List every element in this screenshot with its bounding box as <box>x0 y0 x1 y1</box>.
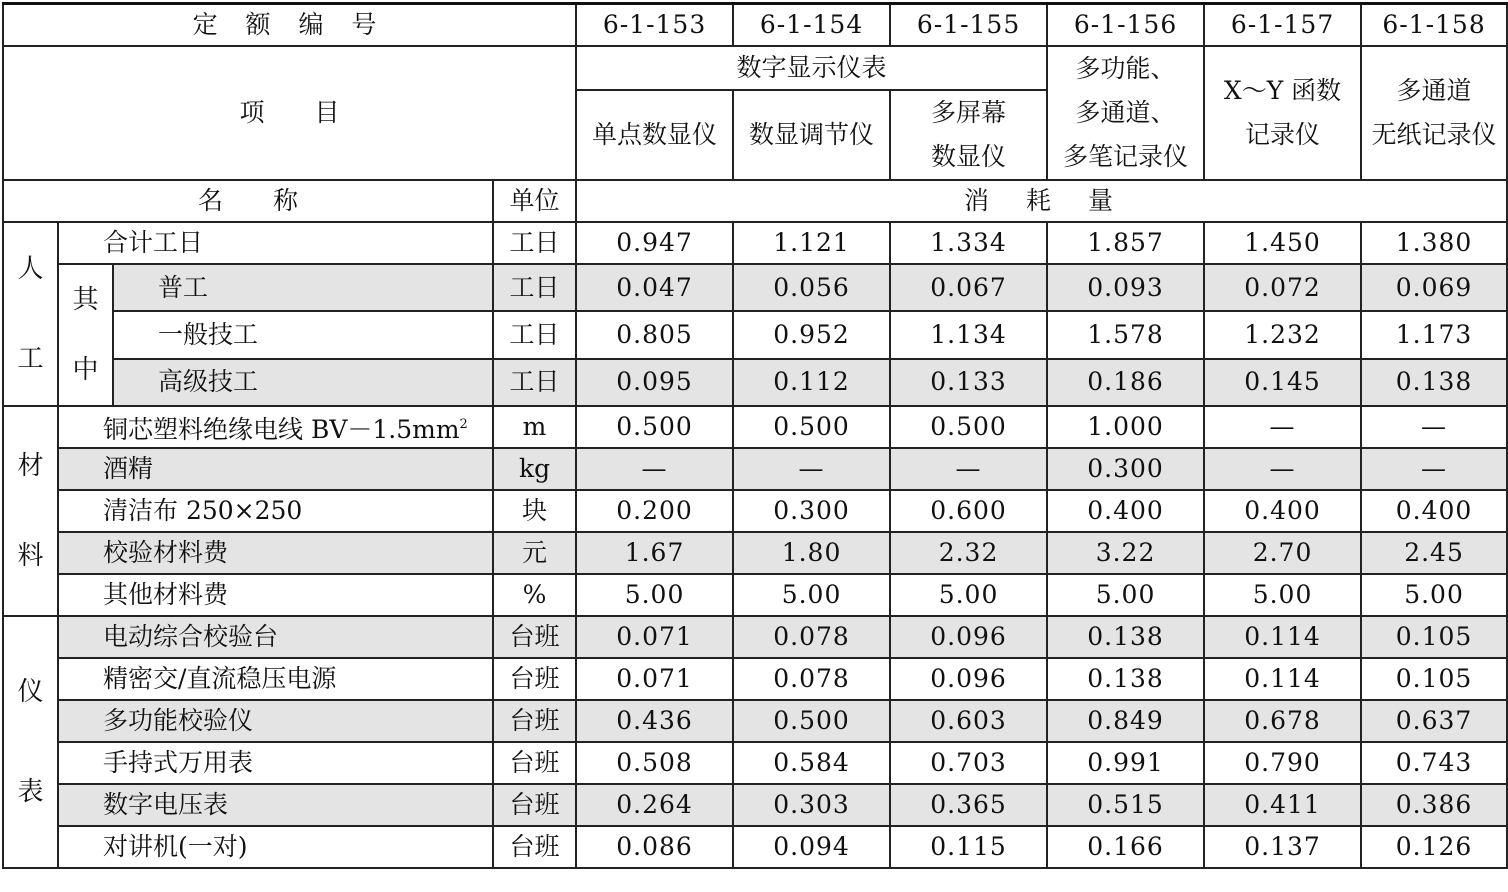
item-line: 多通道 <box>1396 76 1472 105</box>
value-cell: 0.072 <box>1204 264 1361 311</box>
table-row <box>3 784 1507 826</box>
row-unit: 元 <box>493 532 576 574</box>
value-cell: 0.071 <box>576 658 733 700</box>
value-cell: 0.105 <box>1361 616 1507 658</box>
code-cell: 6-1-158 <box>1361 4 1507 47</box>
quota-table <box>2 2 1508 869</box>
value-cell: 0.047 <box>576 264 733 311</box>
category-char: 料 <box>17 541 44 571</box>
table-row <box>3 826 1507 868</box>
value-cell: 0.500 <box>576 406 733 448</box>
code-cell: 6-1-153 <box>576 4 733 47</box>
value-cell: 0.078 <box>733 616 890 658</box>
table-row <box>3 742 1507 784</box>
value-cell: 5.00 <box>1047 574 1204 616</box>
value-cell: 0.508 <box>576 742 733 784</box>
value-cell: 1.000 <box>1047 406 1204 448</box>
table-row <box>3 222 1507 264</box>
category-instruments <box>3 616 58 868</box>
value-cell: 0.952 <box>733 311 890 358</box>
value-cell: 5.00 <box>576 574 733 616</box>
row-unit: 工日 <box>493 359 576 406</box>
value-cell: 1.134 <box>890 311 1047 358</box>
row-unit: 块 <box>493 490 576 532</box>
value-cell: 0.790 <box>1204 742 1361 784</box>
value-cell: — <box>576 448 733 490</box>
value-cell: 0.086 <box>576 826 733 868</box>
row-name: 手持式万用表 <box>58 742 493 784</box>
value-cell: 1.578 <box>1047 311 1204 358</box>
row-name: 酒精 <box>58 448 493 490</box>
value-cell: 1.450 <box>1204 222 1361 264</box>
table-row <box>3 658 1507 700</box>
subgroup-char: 其 <box>72 285 99 315</box>
row-name: 精密交/直流稳压电源 <box>58 658 493 700</box>
value-cell: 0.095 <box>576 359 733 406</box>
value-cell: 5.00 <box>1361 574 1507 616</box>
value-cell: 5.00 <box>733 574 890 616</box>
category-char: 材 <box>17 451 44 481</box>
value-cell: 1.67 <box>576 532 733 574</box>
value-cell: 0.071 <box>576 616 733 658</box>
row-unit: 台班 <box>493 700 576 742</box>
row-unit: 台班 <box>493 826 576 868</box>
code-cell: 6-1-154 <box>733 4 890 47</box>
row-name: 其他材料费 <box>58 574 493 616</box>
row-name: 一般技工 <box>113 311 493 358</box>
value-cell: 0.138 <box>1361 359 1507 406</box>
value-cell: 5.00 <box>1204 574 1361 616</box>
category-char: 工 <box>17 344 44 374</box>
category-char: 仪 <box>17 677 44 707</box>
value-cell: 0.300 <box>733 490 890 532</box>
value-cell: 0.096 <box>890 616 1047 658</box>
code-label: 定 额 编 号 <box>3 4 576 47</box>
value-cell: 0.264 <box>576 784 733 826</box>
value-cell: 0.500 <box>733 406 890 448</box>
row-name <box>58 406 493 448</box>
value-cell: 0.805 <box>576 311 733 358</box>
value-cell: 0.138 <box>1047 616 1204 658</box>
row-name: 对讲机(一对) <box>58 826 493 868</box>
value-cell: 1.380 <box>1361 222 1507 264</box>
unit-label: 单位 <box>493 180 576 222</box>
value-cell: 0.678 <box>1204 700 1361 742</box>
value-cell: 0.138 <box>1047 658 1204 700</box>
value-cell: — <box>1361 406 1507 448</box>
table-row <box>3 700 1507 742</box>
value-cell: 0.703 <box>890 742 1047 784</box>
item-line: 无纸记录仪 <box>1371 120 1497 149</box>
item-line: 多屏幕 <box>931 98 1007 127</box>
item-line: X～Y 函数 <box>1223 76 1342 105</box>
row-unit: 工日 <box>493 264 576 311</box>
row-name: 合计工日 <box>58 222 493 264</box>
row-name: 电动综合校验台 <box>58 616 493 658</box>
row-unit: 台班 <box>493 784 576 826</box>
value-cell: 0.093 <box>1047 264 1204 311</box>
row-name: 多功能校验仪 <box>58 700 493 742</box>
value-cell: 0.991 <box>1047 742 1204 784</box>
row-unit: 台班 <box>493 616 576 658</box>
column-header-row <box>3 180 1507 222</box>
value-cell: 2.32 <box>890 532 1047 574</box>
value-cell: 1.334 <box>890 222 1047 264</box>
table-row <box>3 311 1507 358</box>
value-cell: 2.70 <box>1204 532 1361 574</box>
value-cell: 0.096 <box>890 658 1047 700</box>
value-cell: 0.386 <box>1361 784 1507 826</box>
table-row <box>3 490 1507 532</box>
row-name: 高级技工 <box>113 359 493 406</box>
row-unit: % <box>493 574 576 616</box>
row-name: 普工 <box>113 264 493 311</box>
value-cell: — <box>733 448 890 490</box>
table-row <box>3 616 1507 658</box>
value-cell: 1.857 <box>1047 222 1204 264</box>
table-row <box>3 574 1507 616</box>
value-cell: 0.078 <box>733 658 890 700</box>
value-cell: 1.232 <box>1204 311 1361 358</box>
value-cell: 0.186 <box>1047 359 1204 406</box>
item-line: 数显仪 <box>931 142 1007 171</box>
value-cell: 0.067 <box>890 264 1047 311</box>
code-cell: 6-1-156 <box>1047 4 1204 47</box>
row-unit: 台班 <box>493 742 576 784</box>
row-unit: 工日 <box>493 222 576 264</box>
row-unit: 台班 <box>493 658 576 700</box>
value-cell: 0.114 <box>1204 616 1361 658</box>
value-cell: 0.603 <box>890 700 1047 742</box>
value-cell: — <box>890 448 1047 490</box>
category-char: 人 <box>17 254 44 284</box>
code-cell: 6-1-157 <box>1204 4 1361 47</box>
row-unit: kg <box>493 448 576 490</box>
value-cell: 0.637 <box>1361 700 1507 742</box>
value-cell: 0.743 <box>1361 742 1507 784</box>
value-cell: 1.121 <box>733 222 890 264</box>
value-cell: 0.300 <box>1047 448 1204 490</box>
value-cell: 0.114 <box>1204 658 1361 700</box>
name-label: 名 称 <box>3 180 493 222</box>
value-cell: 0.400 <box>1204 490 1361 532</box>
value-cell: 0.056 <box>733 264 890 311</box>
value-cell: 3.22 <box>1047 532 1204 574</box>
item-line: 记录仪 <box>1245 120 1321 149</box>
value-cell: 0.584 <box>733 742 890 784</box>
value-cell: 0.947 <box>576 222 733 264</box>
value-cell: 0.105 <box>1361 658 1507 700</box>
value-cell: 2.45 <box>1361 532 1507 574</box>
group-label: 数字显示仪表 <box>576 46 1047 90</box>
value-cell: 0.500 <box>890 406 1047 448</box>
value-cell: 0.303 <box>733 784 890 826</box>
value-cell: 0.133 <box>890 359 1047 406</box>
value-cell: — <box>1204 448 1361 490</box>
value-cell: 1.80 <box>733 532 890 574</box>
item-regulator: 数显调节仪 <box>733 90 890 180</box>
value-cell: 0.069 <box>1361 264 1507 311</box>
category-char: 表 <box>17 777 44 807</box>
table-body <box>3 4 1507 869</box>
table-row <box>3 532 1507 574</box>
value-cell: 0.365 <box>890 784 1047 826</box>
value-cell: 0.515 <box>1047 784 1204 826</box>
item-header-row <box>3 46 1507 90</box>
value-cell: 0.849 <box>1047 700 1204 742</box>
category-labor <box>3 222 58 406</box>
subgroup-char: 中 <box>72 355 99 385</box>
item-line: 多笔记录仪 <box>1063 142 1189 171</box>
row-unit: 工日 <box>493 311 576 358</box>
value-cell: 1.173 <box>1361 311 1507 358</box>
value-cell: 0.500 <box>733 700 890 742</box>
table-row <box>3 359 1507 406</box>
code-cell: 6-1-155 <box>890 4 1047 47</box>
item-single-point: 单点数显仪 <box>576 90 733 180</box>
table-row <box>3 448 1507 490</box>
item-multi-screen <box>890 90 1047 180</box>
item-label: 项 目 <box>3 46 576 180</box>
table-row <box>3 264 1507 311</box>
value-cell: 0.400 <box>1361 490 1507 532</box>
row-name: 校验材料费 <box>58 532 493 574</box>
value-cell: 0.436 <box>576 700 733 742</box>
value-cell: 0.126 <box>1361 826 1507 868</box>
item-line: 多功能、 <box>1075 54 1176 83</box>
consumption-label: 消 耗 量 <box>576 180 1507 222</box>
row-name-text: 铜芯塑料绝缘电线 BV－1.5mm <box>103 414 460 444</box>
value-cell: 5.00 <box>890 574 1047 616</box>
item-multi-function-recorder <box>1047 46 1204 180</box>
subgroup-label <box>58 264 113 406</box>
value-cell: 0.166 <box>1047 826 1204 868</box>
category-materials <box>3 406 58 616</box>
item-xy-recorder <box>1204 46 1361 180</box>
value-cell: — <box>1204 406 1361 448</box>
value-cell: 0.094 <box>733 826 890 868</box>
value-cell: 0.145 <box>1204 359 1361 406</box>
superscript: 2 <box>459 416 468 432</box>
value-cell: 0.400 <box>1047 490 1204 532</box>
value-cell: 0.115 <box>890 826 1047 868</box>
value-cell: 0.200 <box>576 490 733 532</box>
row-name: 清洁布 250×250 <box>58 490 493 532</box>
row-name: 数字电压表 <box>58 784 493 826</box>
code-row <box>3 4 1507 47</box>
value-cell: 0.411 <box>1204 784 1361 826</box>
row-unit: m <box>493 406 576 448</box>
value-cell: 0.112 <box>733 359 890 406</box>
table-row <box>3 406 1507 448</box>
item-line: 多通道、 <box>1075 98 1176 127</box>
value-cell: 0.137 <box>1204 826 1361 868</box>
value-cell: 0.600 <box>890 490 1047 532</box>
value-cell: — <box>1361 448 1507 490</box>
item-paperless-recorder <box>1361 46 1507 180</box>
